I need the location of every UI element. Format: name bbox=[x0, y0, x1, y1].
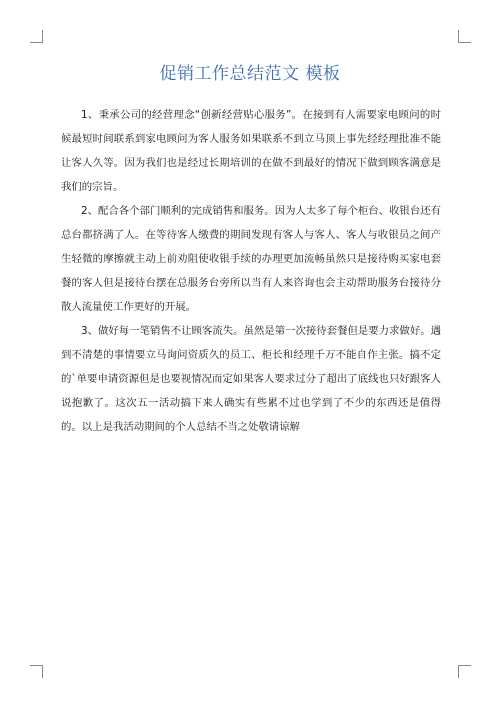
paragraph-3: 3、做好每一笔销售不让顾客流失。虽然是第一次接待套餐但是要力求做好。遇到不清楚的事情要立马询问资质久的员工、柜长和经理千万不能自作主张。搞不定的`单要申请资源但是也要视情况而定如果客人要求过分了超出了底线也只好跟客人说抱歉了。这次五一活动搞下来人确实有些累不过也学到了不少的东西还是值得的。以上是我活动期间的个人总结不当之处敬请谅解 bbox=[61, 325, 441, 433]
document-title: 促销工作总结范文 模板 bbox=[159, 64, 341, 84]
paragraph-1: 1、秉承公司的经营理念“创新经营贴心服务”。在接到有人需要家电顾问的时候最短时间联系到家电顾问为客人服务如果联系不到立马顶上事先经经理批准不能让客人久等。因为我们也是经过长期培训的在做不到最好的情况下做到顾客满意是我们的宗旨。 bbox=[61, 109, 441, 193]
margin-corner-mark-bottom-right bbox=[458, 665, 471, 678]
margin-corner-mark-bottom-left bbox=[30, 665, 43, 678]
paragraph-2: 2、配合各个部门顺利的完成销售和服务。因为人太多了每个柜台、收银台还有总台都挤满了人。在等待客人缴费的期间发现有客人与客人、客人与收银员之间产生轻微的摩擦就主动上前劝阻使收银手续的办理更加流畅虽然只是接待购买家电套餐的客人但是接待台摆在总服务台旁所以当有人来咨询也会主动帮助服务台接待分散人流量使工作更好的开展。 bbox=[61, 205, 441, 313]
margin-corner-mark-top-right bbox=[458, 30, 471, 43]
margin-corner-mark-top-left bbox=[30, 30, 43, 43]
document-body bbox=[61, 103, 441, 439]
